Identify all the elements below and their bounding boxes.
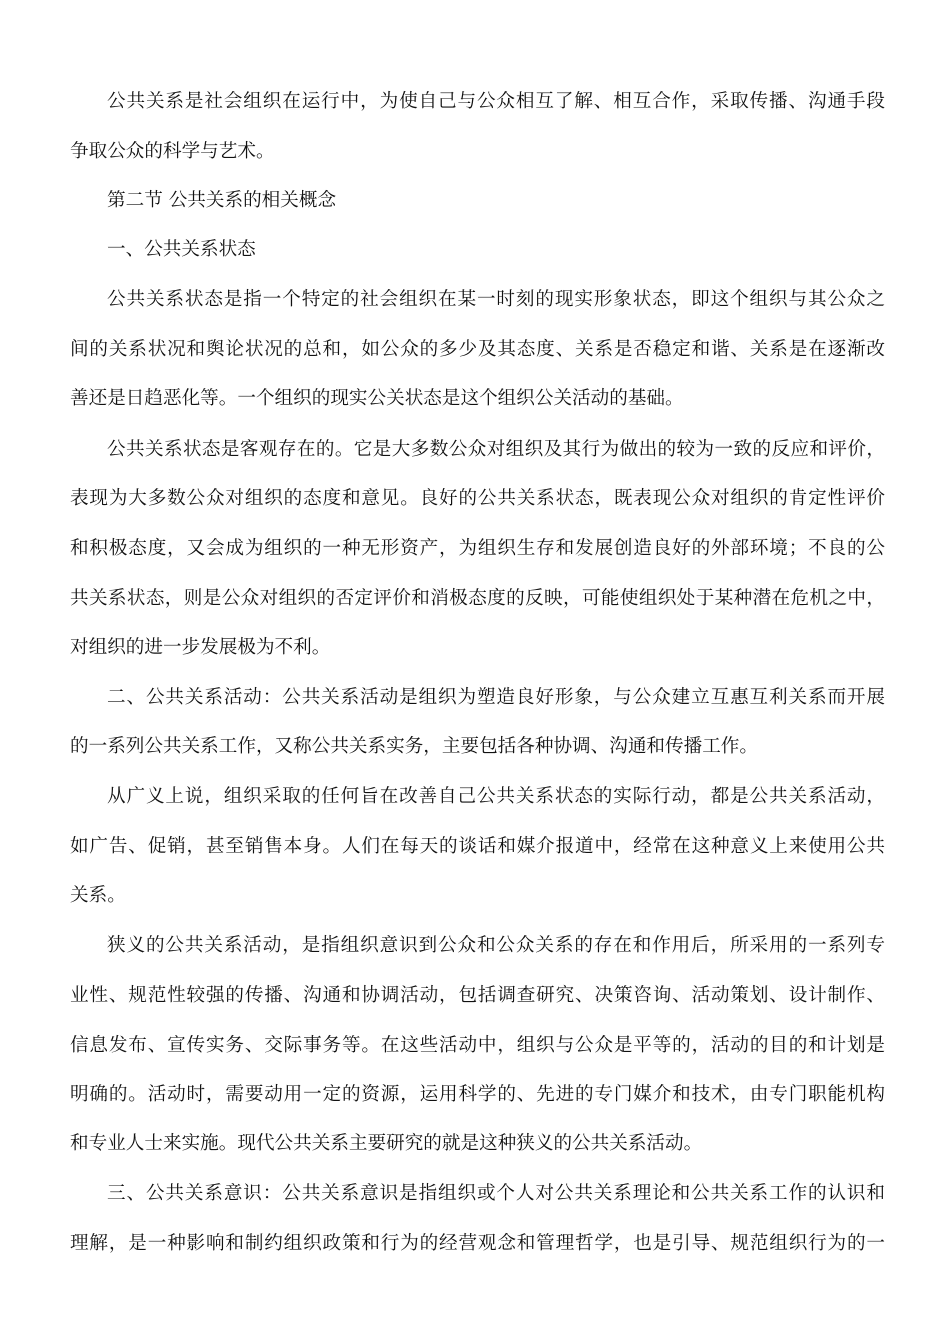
paragraph-narrow-line-5: 和专业人士来实施。现代公共关系主要研究的就是这种狭义的公共关系活动。 [70,1133,703,1154]
section-heading: 第二节 公共关系的相关概念 [107,190,337,211]
paragraph-objective-line-4: 共关系状态，则是公众对组织的否定评价和消极态度的反映，可能使组织处于某种潜在危机之中， [70,588,885,609]
paragraph-objective-line-5: 对组织的进一步发展极为不利。 [70,637,331,658]
paragraph-broad-line-1: 从广义上说，组织采取的任何旨在改善自己公共关系状态的实际行动，都是公共关系活动， [107,786,885,807]
paragraph-narrow-line-3: 信息发布、宣传实务、交际事务等。在这些活动中，组织与公众是平等的，活动的目的和计划是 [70,1035,885,1056]
paragraph-narrow-line-2: 业性、规范性较强的传播、沟通和协调活动，包括调查研究、决策咨询、活动策划、设计制作、 [70,985,885,1006]
subheading-status: 一、公共关系状态 [107,239,256,260]
paragraph-objective-line-1: 公共关系状态是客观存在的。它是大多数公众对组织及其行为做出的较为一致的反应和评价， [107,439,885,460]
paragraph-awareness-line-1: 三、公共关系意识：公共关系意识是指组织或个人对公共关系理论和公共关系工作的认识和 [107,1183,885,1204]
paragraph-narrow-line-1: 狭义的公共关系活动，是指组织意识到公众和公众关系的存在和作用后，所采用的一系列专 [107,935,885,956]
paragraph-definition-line-1: 公共关系是社会组织在运行中，为使自己与公众相互了解、相互合作，采取传播、沟通手段 [107,91,885,112]
paragraph-activity-line-2: 的一系列公共关系工作，又称公共关系实务，主要包括各种协调、沟通和传播工作。 [70,736,758,757]
paragraph-activity-line-1: 二、公共关系活动：公共关系活动是组织为塑造良好形象，与公众建立互惠互利关系而开展 [107,687,885,708]
paragraph-status-line-2: 间的关系状况和舆论状况的总和，如公众的多少及其态度、关系是否稳定和谐、关系是在逐渐改 [70,339,885,360]
paragraph-status-line-3: 善还是日趋恶化等。一个组织的现实公关状态是这个组织公关活动的基础。 [70,388,684,409]
paragraph-status-line-1: 公共关系状态是指一个特定的社会组织在某一时刻的现实形象状态，即这个组织与其公众之 [107,289,885,310]
paragraph-objective-line-2: 表现为大多数公众对组织的态度和意见。良好的公共关系状态，既表现公众对组织的肯定性评价 [70,488,885,509]
paragraph-objective-line-3: 和积极态度，又会成为组织的一种无形资产，为组织生存和发展创造良好的外部环境；不良的公 [70,538,885,559]
paragraph-broad-line-2: 如广告、促销，甚至销售本身。人们在每天的谈话和媒介报道中，经常在这种意义上来使用公共 [70,836,885,857]
paragraph-narrow-line-4: 明确的。活动时，需要动用一定的资源，运用科学的、先进的专门媒介和技术，由专门职能机构 [70,1084,885,1105]
paragraph-awareness-line-2: 理解，是一种影响和制约组织政策和行为的经营观念和管理哲学，也是引导、规范组织行为的一 [70,1233,885,1254]
paragraph-definition-line-2: 争取公众的科学与艺术。 [70,141,275,162]
paragraph-broad-line-3: 关系。 [70,885,126,906]
